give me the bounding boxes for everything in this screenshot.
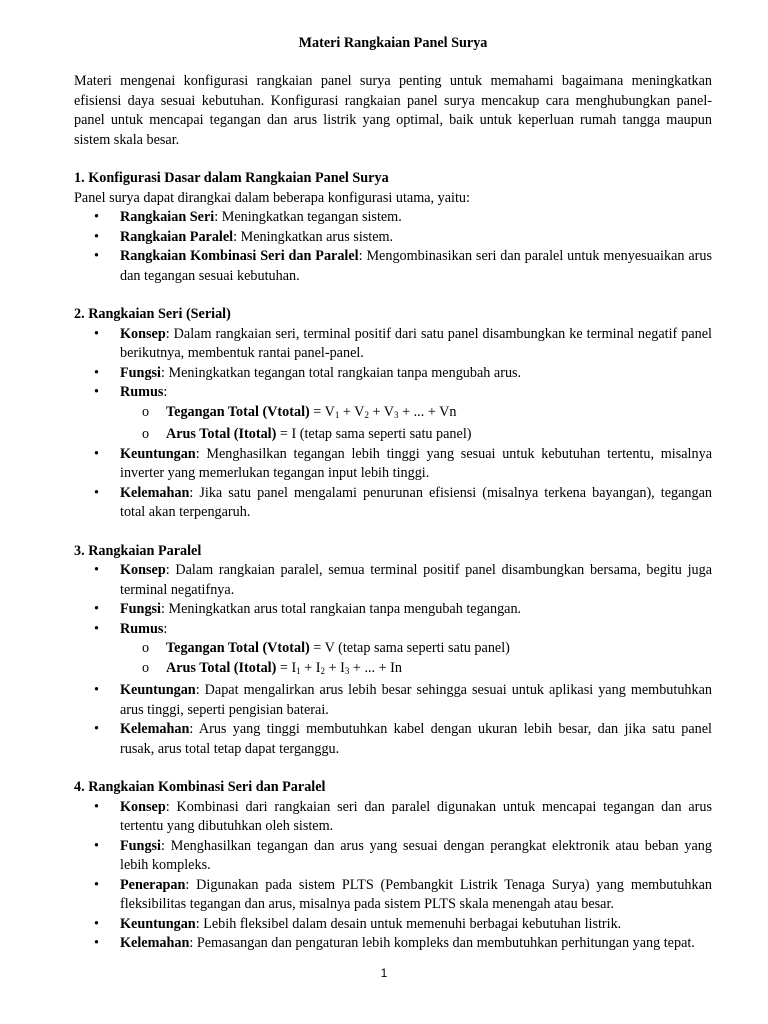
- bullet-icon: •: [94, 364, 99, 381]
- term: Arus Total (Itotal): [166, 426, 277, 442]
- formula-item: [142, 425, 712, 445]
- bullet-icon: •: [94, 384, 99, 400]
- subscript: 3: [394, 409, 399, 420]
- term: Rangkaian Paralel: [120, 228, 234, 245]
- intro-paragraph: Materi mengenai konfigurasi rangkaian panel surya penting untuk memahami bagaimana meningkatkan efisiensi daya sesuai kebutuhan. Konfigurasi rangkaian panel surya mencakup cara menghubungkan panel-panel untuk mencapai tegangan dan arus listrik yang optimal, baik untuk keperluan rumah tangga maupun sistem skala besar.: [74, 73, 712, 148]
- formula-part: + I: [325, 659, 345, 676]
- list-item: [94, 208, 712, 228]
- item-text: : Digunakan pada sistem PLTS (Pembangkit Listrik Tenaga Surya) yang membutuhkan fleksibilitas tegangan dan arus, misalnya pada sistem PLTS skala menengah atau besar.: [120, 876, 712, 912]
- list-item: [94, 325, 712, 364]
- subscript: 3: [344, 665, 350, 676]
- term: Fungsi: [120, 364, 162, 381]
- section-4-heading: 4. Rangkaian Kombinasi Seri dan Paralel: [74, 779, 326, 795]
- bullet-icon: •: [94, 209, 99, 225]
- list-item: [94, 681, 712, 720]
- item-text: : Meningkatkan arus sistem.: [233, 228, 394, 245]
- list-item: [94, 228, 712, 248]
- item-text: : Pemasangan dan pengaturan lebih kompleks dan membutuhkan perhitungan yang tepat.: [189, 935, 695, 951]
- item-text: : Arus yang tinggi membutuhkan kabel dengan ukuran lebih besar, dan jika satu panel rusak, arus total tetap dapat terganggu.: [120, 721, 712, 757]
- circle-bullet-icon: o: [142, 659, 150, 676]
- list-item: [94, 247, 713, 286]
- section-1: [74, 169, 712, 286]
- term: Konsep: [120, 562, 166, 578]
- bullet-icon: •: [94, 876, 99, 893]
- bullet-icon: •: [94, 798, 99, 815]
- term: Arus Total (Itotal): [166, 659, 277, 676]
- item-text: : Lebih fleksibel dalam desain untuk memenuhi berbagai kebutuhan listrik.: [195, 915, 622, 932]
- item-text: : Kombinasi dari rangkaian seri dan paralel digunakan untuk mencapai tegangan dan arus tertentu yang dibutuhkan oleh sistem.: [120, 798, 712, 834]
- bullet-icon: •: [94, 935, 99, 951]
- list-item: [94, 915, 712, 935]
- list-item: [94, 364, 712, 384]
- subscript: 1: [296, 665, 301, 676]
- formula-part: = I: [276, 659, 297, 676]
- term: Rumus: [120, 384, 164, 400]
- list-item: [94, 720, 712, 759]
- list-item: [94, 383, 712, 445]
- formula-part: + V: [368, 403, 395, 420]
- section-2-list: [74, 325, 712, 523]
- term: Fungsi: [120, 601, 162, 617]
- term: Rangkaian Kombinasi Seri dan Paralel: [120, 248, 359, 264]
- list-item: [94, 620, 712, 682]
- term: Kelemahan: [120, 721, 190, 737]
- item-text: : Menghasilkan tegangan lebih tinggi yang sesuai untuk kebutuhan tertentu, misalnya inverter yang memerlukan tegangan input lebih tinggi.: [120, 445, 712, 481]
- list-item: [94, 837, 712, 876]
- document-title: Materi Rangkaian Panel Surya: [298, 35, 488, 51]
- list-item: [94, 798, 712, 837]
- list-item: [94, 445, 712, 484]
- circle-bullet-icon: o: [142, 403, 150, 420]
- section-4: [74, 778, 712, 954]
- term: Keuntungan: [120, 915, 196, 932]
- section-4-list: [74, 798, 712, 954]
- item-text: : Dapat mengalirkan arus lebih besar sehingga sesuai untuk aplikasi yang membutuhkan arus tinggi, seperti pengisian baterai.: [120, 682, 712, 718]
- formula-part: + ... + Vn: [398, 403, 457, 420]
- list-item: [94, 876, 712, 915]
- list-item: [94, 934, 712, 954]
- bullet-icon: •: [94, 228, 99, 245]
- bullet-icon: •: [94, 682, 99, 698]
- section-1-list: [74, 208, 712, 286]
- formula-part: = V: [309, 403, 335, 420]
- item-text: : Jika satu panel mengalami penurunan efisiensi (misalnya terkena bayangan), tegangan total akan terpengaruh.: [120, 484, 712, 520]
- item-text: : Menghasilkan tegangan dan arus yang sesuai dengan perangkat elektronik atau beban yang lebih kompleks.: [120, 837, 712, 873]
- section-2-heading: 2. Rangkaian Seri (Serial): [74, 306, 231, 322]
- item-text: :: [163, 620, 168, 637]
- section-1-heading: 1. Konfigurasi Dasar dalam Rangkaian Panel Surya: [74, 170, 389, 186]
- formula-part: + ... + In: [349, 659, 402, 676]
- item-text: : Meningkatkan tegangan total rangkaian tanpa mengubah arus.: [161, 364, 522, 381]
- term: Tegangan Total (Vtotal): [166, 403, 310, 420]
- section-3-heading: 3. Rangkaian Paralel: [74, 542, 202, 559]
- bullet-icon: •: [94, 601, 99, 617]
- list-item: [94, 561, 712, 600]
- section-2: [74, 305, 712, 523]
- section-1-lead: Panel surya dapat dirangkai dalam beberapa konfigurasi utama, yaitu:: [74, 189, 470, 206]
- section-3-list: [74, 561, 712, 759]
- item-text: : Meningkatkan tegangan sistem.: [214, 209, 402, 225]
- term: Fungsi: [120, 837, 162, 854]
- bullet-icon: •: [94, 837, 99, 854]
- term: Keuntungan: [120, 445, 196, 462]
- section-3: [74, 542, 712, 760]
- formula-item: [142, 403, 712, 426]
- term: Konsep: [120, 798, 166, 815]
- subscript: 2: [320, 665, 326, 676]
- formula-item: [142, 659, 712, 682]
- term: Rangkaian Seri: [120, 209, 215, 225]
- item-text: : Mengombinasikan seri dan paralel untuk menyesuaikan arus dan tegangan sesuai kebutuhan.: [120, 248, 713, 284]
- subscript: 1: [334, 409, 340, 420]
- term: Kelemahan: [120, 484, 190, 501]
- term: Tegangan Total (Vtotal): [166, 640, 310, 656]
- formula-part: = V (tetap sama seperti satu panel): [309, 640, 510, 656]
- term: Rumus: [120, 620, 164, 637]
- bullet-icon: •: [94, 248, 99, 264]
- term: Penerapan: [120, 876, 186, 893]
- circle-bullet-icon: o: [142, 640, 150, 656]
- term: Keuntungan: [120, 682, 196, 698]
- bullet-icon: •: [94, 562, 99, 578]
- item-text: :: [163, 384, 168, 400]
- bullet-icon: •: [94, 484, 99, 501]
- bullet-icon: •: [94, 620, 99, 637]
- list-item: [94, 600, 712, 620]
- bullet-icon: •: [94, 721, 99, 737]
- formula-part: + I: [300, 659, 321, 676]
- term: Kelemahan: [120, 935, 190, 951]
- term: Konsep: [120, 325, 166, 342]
- circle-bullet-icon: o: [142, 426, 150, 442]
- bullet-icon: •: [94, 915, 99, 932]
- formula-list: [120, 639, 712, 681]
- list-item: [94, 484, 712, 523]
- page-number: 1: [380, 966, 388, 980]
- formula-item: [142, 639, 712, 659]
- item-text: : Meningkatkan arus total rangkaian tanpa mengubah tegangan.: [161, 601, 522, 617]
- item-text: : Dalam rangkaian paralel, semua terminal positif panel disambungkan bersama, begitu juga terminal negatifnya.: [120, 562, 712, 598]
- formula-part: = I (tetap sama seperti satu panel): [276, 426, 472, 442]
- bullet-icon: •: [94, 325, 99, 342]
- formula-part: + V: [339, 403, 365, 420]
- subscript: 2: [364, 409, 369, 420]
- formula-list: [120, 403, 712, 445]
- bullet-icon: •: [94, 445, 99, 462]
- item-text: : Dalam rangkaian seri, terminal positif dari satu panel disambungkan ke terminal negatif panel berikutnya, membentuk rantai panel-panel.: [120, 325, 712, 361]
